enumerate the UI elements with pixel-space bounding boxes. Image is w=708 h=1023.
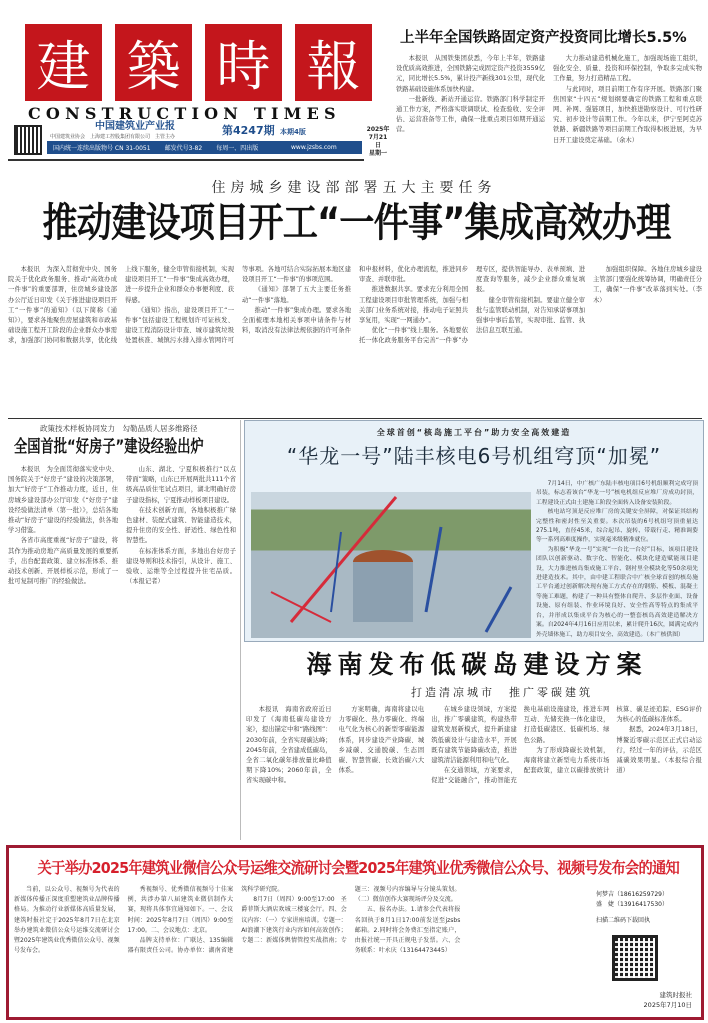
- hainan-article: [246, 705, 702, 840]
- paragraph: 大力推动建造机械化施工，加强现场施工组织，强化安全、质量、投资和环保控制，争取多完成实物工作量，努力打造精品工程。: [553, 55, 702, 83]
- logo-char: 時: [205, 24, 282, 101]
- paragraph: 本报讯 海南省政府近日印发了《海南低碳岛建设方案》，提出锚定中和“路线图”：2030年前，全省实现碳达峰；2045年前，全省建成低碳岛，全省二氧化碳年排放量比峰值期下降10%；2060年前，全省实现碳中和。: [246, 706, 332, 785]
- paragraph: 7月14日，中广核广东陆丰核电项目6号机组顺利完成穹顶吊装，标志着该台“华龙一号”核电机组反应堆厂房成功封顶，工程建设正式由土建施工阶段全面转入设备安装阶段。: [536, 481, 698, 506]
- housing-article: [8, 465, 236, 840]
- logo-char: 築: [115, 24, 192, 101]
- notice-signature: [590, 990, 700, 1010]
- qr-caption: 扫描二维码下载回执: [596, 917, 651, 924]
- paragraph: 加强组织保障。各地住房城乡建设主管部门要强化统筹协调，明确责任分工，确保“一件事”改革落到实处。（李木）: [593, 266, 702, 304]
- paragraph: 在城乡建设领域，方案提出，推广零碳建筑，构建热带建筑发展新模式，提升新建建筑低碳设计与建造水平，开展既有建筑节能降碳改造，推进建筑清洁能源利用和电气化。: [431, 706, 517, 765]
- paragraph: 当前，以公众号、视频号为代表的新媒体传播正深度重塑建筑业品牌传播格局。为推动行业新媒体高质量发展，建筑时报社定于2025年8月7日在北京举办建筑业微信公众号运维交流研讨会暨2025年建筑业优秀微信公众号、视频号发布会。: [14, 886, 120, 955]
- divider: [240, 420, 241, 840]
- lead-kicker: 住房城乡建设部部署五大主要任务: [211, 180, 497, 196]
- paragraph: 一批新线、新站开通运营。铁路部门科学制定开通工作方案，严格落实联调联试、检查验收、安全评估、运营准备等工作，确保一批重点项目如期开通运营。: [396, 95, 545, 134]
- publication-info-bar: [47, 141, 287, 154]
- nuclear-kicker: 全球首创“核岛施工平台”助力安全高效建造: [376, 428, 572, 437]
- paper-name: 中国建筑业产业报: [95, 121, 175, 132]
- paragraph: 本报讯 为深入贯彻党中央、国务院关于优化政务服务、推动“高效办成一件事”的重要部署，住房城乡建设部办公厅近日印发《关于推进建设项目开工“一件事”的通知》（以下简称《通知》），要求各地聚焦房屋建筑和市政基础设施工程开工阶段的企业群众办事需求，加强部门协同和数据共享，优化线上线下服务，健全审管衔接机制，实现建设项目开工“一件事”集成高效办理，进一步提升企业和群众办事便利度、获得感。: [8, 266, 234, 345]
- publisher: 建筑时报社: [659, 991, 692, 999]
- contact: 何梦吉（18616259729）: [596, 891, 668, 898]
- paragraph: 在交通领域，方案要求，促进“交能融合”，推动智能充换电基础设施建设，推进车网互动、光储充换一体化建设，打造低碳港区、低碳机场、绿色公路。: [431, 706, 610, 785]
- paragraph: 为了形成降碳长效机制，海南将建立新型电力系统市场配套政策，建立以碳排放统计核算、碳足迹追踪、ESG评价为核心的低碳标准体系。: [523, 706, 702, 775]
- sponsors: 中国建筑业协会 上海建工控股集团有限公司 主管主办: [50, 134, 176, 140]
- paragraph: 《通知》指出，建设项目开工“一件事”包括建设工程规划许可证核发、建设工程消防设计审查、城市建筑垃圾处置核准、城镇污水排入排水管网许可等事项。各地可结合实际拓展本地区建设项目开工“一件事”的事项范围。: [125, 266, 351, 345]
- housing-kicker: 政策技术样板协同发力 勾勒品质人居多维路径: [40, 424, 198, 433]
- paragraph: 方案明确，海南将建以电力零碳化、热力零碳化、终端电气化为核心的新型零碳能源体系，同步建设产业降碳、城乡减碳、交通脱碳、生态固碳、智慧管碳、长效治碳六大体系。: [338, 706, 425, 775]
- rail-article: [396, 54, 702, 158]
- paragraph: 本报讯 从国铁集团获悉，今年上半年，铁路建设优质高效推进，全国铁路完成固定资产投资3559亿元，同比增长5.5%，累计投产新线301公里，现代化铁路基础设施体系加快构建。: [396, 55, 545, 93]
- lead-headline: 推动建设项目开工“一件事”集成高效办理: [42, 200, 671, 246]
- paragraph: 秀视频号、优秀微信视频号十佳案例，共涉办第八届建筑业微信制作大赛，现将具体事宜通知如下。一、会议时间：2025年8月7日（周四）9:00至17:00。二、会议地点：北京。: [127, 886, 234, 934]
- lead-article: [8, 265, 702, 415]
- paragraph: 本报讯 为全面贯彻落实党中央、国务院关于“好房子”建设的决策部署，加大“好房子”工作推动力度，近日，住房城乡建设部办公厅印发《“好房子”建设经验做法清单（第一批）》，总结各地推动“好房子”建设的经验做法，供各地学习借鉴。: [8, 466, 118, 535]
- divider: [8, 418, 702, 419]
- cn-number: 国内统一连续出版物号 CN 31-0051: [53, 145, 151, 152]
- hainan-headline: 海南发布低碳岛建设方案: [306, 650, 648, 679]
- qr-code-icon: [14, 125, 42, 155]
- divider: [8, 159, 364, 161]
- notice-article: [14, 885, 574, 1015]
- page-count: 本期4版: [280, 128, 306, 136]
- housing-headline: 全国首批“好房子”建设经验出炉: [14, 437, 204, 457]
- paragraph: 各省市高度重视“好房子”建设，将其作为推动房地产高质量发展的重要抓手，出台配套政策、建立标准体系、推动技术创新、开展样板示范，形成了一批可复制可推广的经验做法。: [8, 537, 118, 586]
- rail-headline: 上半年全国铁路固定资产投资同比增长5.5%: [400, 30, 687, 46]
- paragraph: 优化“一件事”线上服务。各地要依托一体化政务服务平台完善“一件事”办理专区，提供智能导办、表单预填、进度查询等服务，减少企业群众重复填报。: [359, 266, 585, 345]
- post-code: 邮发代号3-82: [164, 145, 203, 152]
- paragraph: 推动“一件事”集成办理。要求各地全面梳理本地相关事项申请条件与材料，取消没有法律法规依据的许可条件和申报材料，优化办理流程，推进同步审查、并联审批。: [242, 266, 468, 335]
- logo-char: 報: [295, 24, 372, 101]
- issue-number: 第4247期: [222, 124, 275, 137]
- masthead-english: CONSTRUCTION TIMES: [28, 104, 341, 123]
- paragraph: 品牌支持单位：广联达、135编辑器有限责任公司。协办单位：湖南省建筑科学研究院。: [127, 886, 284, 955]
- hainan-subtitle: 打造清凉城市 推广零碳建筑: [411, 686, 593, 699]
- nuclear-plant-photo: [251, 492, 531, 638]
- paragraph: 在技术创新方面，各地积极推广绿色建材、装配式建筑、智能建造技术，提升住房的安全性、舒适性、绿色性和智慧性。: [126, 506, 236, 545]
- construction-site-illustration: [251, 492, 531, 638]
- date: 2025年7月21日: [366, 126, 390, 149]
- paragraph: 在标准体系方面，多地出台好房子建设导则和技术指引，从设计、施工、验收、运维等全过程提升住宅品质。（本报记者）: [126, 547, 236, 586]
- paragraph: 为积极“华龙一号”实现“一台比一台好”目标，该项目建设团队以创新驱动、数字化、智能化、模块化建造赋能项目建设，大力推进核岛集成施工平台、钢衬里全模块化等50余项先进建造技术。其中，由中建工程联合中广核全球首创的核岛施工平台通过创新解决现有施工方式存在的钢筋、模板、混凝土等施工难题，构建了一种具有整体自爬升、多层作业面、设备设施、原有组装、作业环境良好、安全性高等特点的集成平台，并形成以集成平台为核心的一整套核岛高效建造解决方案。自2024年4月16日应用以来，累计爬升16次，圆满完成内外壳墙体施工，助力项目安全、高效建造。（本广核供图）: [536, 546, 698, 638]
- notice-contacts: [596, 890, 668, 926]
- paragraph: 推进数据共享。要求充分利用全国工程建设项目审批管理系统，加强与相关部门业务系统对接，推动电子证照共享复用，实现“一网通办”。: [359, 286, 468, 325]
- paragraph: 与此同时，项目前期工作有序开展。铁路部门聚焦国家“十四五”规划纲要确定的铁路工程和重点联网、补网、强链项目，加快推进勘察设计、可行性研究、初步设计等前期工作。今年以来，伊宁至阿克苏铁路、新疆铁路等项目前期工作取得积极进展，为早日开工建设奠定基础。（余木）: [553, 85, 702, 144]
- nuclear-headline: “华龙一号”陆丰核电6号机组穹顶“加冕”: [286, 444, 662, 468]
- schedule: 每周一、四出版: [216, 145, 259, 152]
- paragraph: 健全审管衔接机制。要建立健全审批与监管联动机制，对告知承诺事项加强事中事后监管，实现审批、监管、执法信息互联互通。: [476, 296, 585, 335]
- paragraph: 山东、湖北、宁夏积极推行“以点带面”策略，山东已开展两批共111个省级高品质住宅试点项目，湖北明确好房子建设指标，宁夏推动样板项目建设。: [126, 466, 236, 504]
- website: www.jzsbs.com: [287, 141, 362, 154]
- registration-qr-code-icon[interactable]: [612, 935, 658, 981]
- paragraph: 五、报名办法。1.请参会代表将报名回执于8月1日17:00前发送至jzsbs邮箱。2.同时将会务费汇至指定账户，由报社统一开具正规电子发票。六、会务联系：叶永庆（13164473445）: [354, 906, 461, 955]
- masthead-logo: [25, 24, 372, 101]
- notice-headline: 关于举办2025年建筑业微信公众号运维交流研讨会暨2025年建筑业优秀微信公众号、视频号发布会的通知: [37, 859, 680, 877]
- paragraph: 核电站穹顶是反应堆厂房的关键安全屏障，对保证其结构完整性和密封性至关重要。本次吊装的6号机组穹顶重量达275.1吨，直径45米，综合起吊、旋转、带载行走、精准调姿等一系列高难度操作，实现毫米级精准就位。: [536, 509, 698, 544]
- nuclear-article: [536, 480, 698, 638]
- weekday: 星期一: [368, 150, 387, 157]
- paragraph: 据悉，2024年3月18日，博鳌近零碳示范区正式启动运行，经过一年的评估，示范区减碳效果明显。（本报综合报道）: [616, 726, 702, 775]
- issue-date: [366, 126, 390, 158]
- paragraph: 《通知》部署了五大主要任务推动“一件事”落地。: [242, 286, 351, 304]
- paragraph: 8月7日（周四）9:00至17:00 圣爵菲斯大酒店欢城三楼宴会厅。四、会议内容：（一）专家讲座培训。专题一：AI浪潮下建筑行业内容如何高效创作；专题二：新媒体舆情管控实战指南；专题三：视频号内容编导与分镜头策划。（二）微信创作大赛现场评分及交流。: [241, 886, 461, 945]
- notice-date: 2025年7月10日: [643, 1001, 692, 1009]
- logo-char: 建: [25, 24, 102, 101]
- contact: 盛 婕（13916417530）: [596, 901, 668, 908]
